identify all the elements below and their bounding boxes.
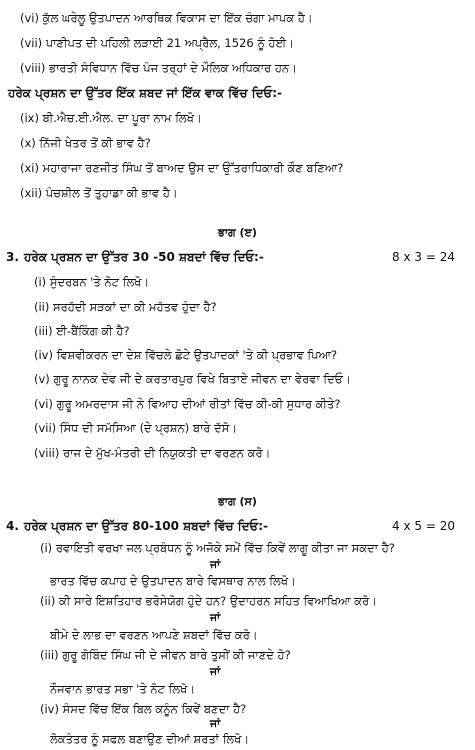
q4-alt-ii: ਬੀਮੇ ਦੇ ਲਾਭ ਦਾ ਵਰਣਨ ਆਪਣੇ ਸ਼ਬਦਾਂ ਵਿੱਚ ਕਰੋ। <box>50 628 258 642</box>
q3-item-vii: (vii) ਸਿੰਧ ਦੀ ਸਮੱਸਿਆ (ਦੇ ਪ੍ਰਸ਼ਨ) ਬਾਰੇ ਦੱਸੋ। <box>34 421 238 435</box>
q3-item-v: (v) ਗੁਰੂ ਨਾਨਕ ਦੇਵ ਜੀ ਦੇ ਕਰਤਾਰਪੁਰ ਵਿਖੇ ਬਿਤਾਏ ਜੀਵਨ ਦਾ ਵੇਰਵਾ ਦਿਓ। <box>34 372 351 386</box>
q4-alt-iii: ਨੌਜਵਾਨ ਭਾਰਤ ਸਭਾ 'ਤੇ ਨੋਟ ਲਿਖੋ। <box>50 682 196 696</box>
q4-alt-i: ਭਾਰਤ ਵਿੱਚ ਕਪਾਹ ਦੇ ਉਤਪਾਦਨ ਬਾਰੇ ਵਿਸਥਾਰ ਨਾਲ ਲਿਖੋ। <box>50 574 296 588</box>
one-word-heading: ਹਰੇਕ ਪ੍ਰਸ਼ਨ ਦਾ ਉੱਤਰ ਇੱਕ ਸ਼ਬਦ ਜਾਂ ਇੱਕ ਵਾਕ ਵਿੱਚ ਦਿਓ:- <box>8 86 282 100</box>
or-label: ਜਾਂ <box>210 717 221 730</box>
q3-item-ii: (ii) ਸਰਹੱਦੀ ਸੜਕਾਂ ਦਾ ਕੀ ਮਹੱਤਵ ਹੁੰਦਾ ਹੈ? <box>34 300 217 314</box>
item-ix: (ix) ਬੀ.ਐਚ.ਈ.ਐਲ. ਦਾ ਪੂਰਾ ਨਾਮ ਲਿਖੋ। <box>20 111 202 125</box>
q4-heading: ਹਰੇਕ ਪ੍ਰਸ਼ਨ ਦਾ ਉੱਤਰ 80-100 ਸ਼ਬਦਾਂ ਵਿੱਚ ਦਿਓ:- <box>24 519 268 533</box>
q3-item-iv: (iv) ਵਿਸ਼ਵੀਕਰਨ ਦਾ ਦੇਸ਼ ਵਿੱਚਲੇ ਛੋਟੇ ਉਤਪਾਦਕਾਂ 'ਤੇ ਕੀ ਪ੍ਰਭਾਵ ਪਿਆ? <box>34 348 338 362</box>
item-vi: (vi) ਕੁੱਲ ਘਰੇਲੂ ਉਤਪਾਦਨ ਆਰਥਿਕ ਵਿਕਾਸ ਦਾ ਇੱਕ ਚੰਗਾ ਮਾਪਕ ਹੈ। <box>20 11 313 25</box>
or-label: ਜਾਂ <box>210 611 221 624</box>
q4-item-ii: (ii) ਕੀ ਸਾਰੇ ਇਸ਼ਤਿਹਾਰ ਭਰੋਸੇਯੋਗ ਹੁੰਦੇ ਹਨ? ਉਦਾਹਰਨ ਸਹਿਤ ਵਿਆਖਿਆ ਕਰੋ। <box>40 594 377 608</box>
q4-number: 4. <box>6 519 19 533</box>
q3-item-viii: (viii) ਰਾਜ ਦੇ ਮੁੱਖ-ਮੰਤਰੀ ਦੀ ਨਿਯੁਕਤੀ ਦਾ ਵਰਣਨ ਕਰੋ। <box>34 446 271 460</box>
q3-item-iii: (iii) ਈ-ਬੈਂਕਿੰਗ ਕੀ ਹੈ? <box>34 324 130 338</box>
or-label: ਜਾਂ <box>210 665 221 678</box>
q3-heading: ਹਰੇਕ ਪ੍ਰਸ਼ਨ ਦਾ ਉੱਤਰ 30 -50 ਸ਼ਬਦਾਂ ਵਿੱਚ ਦਿਓ:- <box>24 250 264 264</box>
part-d-title: ਭਾਗ (ਸ) <box>218 495 257 508</box>
item-xi: (xi) ਮਹਾਰਾਜਾ ਰਣਜੀਤ ਸਿੰਘ ਤੋਂ ਬਾਅਦ ਉਸ ਦਾ ਉੱਤਰਾਧਿਕਾਰੀ ਕੌਣ ਬਣਿਆ? <box>20 161 344 175</box>
q4-alt-iv: ਲੋਕਤੰਤਰ ਨੂੰ ਸਫਲ ਬਣਾਉਣ ਦੀਆਂ ਸ਼ਰਤਾਂ ਲਿਖੋ। <box>50 732 250 746</box>
q4-item-i: (i) ਰਵਾਇਤੀ ਵਰਖਾ ਜਲ ਪ੍ਰਬੰਧਨ ਨੂੰ ਅਜੋਕੇ ਸਮੇਂ ਵਿੱਚ ਕਿਵੇਂ ਲਾਗੂ ਕੀਤਾ ਜਾ ਸਕਦਾ ਹੈ? <box>40 541 395 555</box>
or-label: ਜਾਂ <box>210 558 221 571</box>
item-x: (x) ਨਿੱਜੀ ਖੇਤਰ ਤੋਂ ਕੀ ਭਾਵ ਹੈ? <box>20 136 151 150</box>
q4-marks: 4 x 5 = 20 <box>392 519 455 533</box>
q3-item-i: (i) ਸੁੰਦਰਬਨ 'ਤੇ ਨੋਟ ਲਿਖੋ। <box>34 275 150 289</box>
part-c-title: ਭਾਗ (ੲ) <box>218 226 257 239</box>
q3-item-vi: (vi) ਗੁਰੂ ਅਮਰਦਾਸ ਜੀ ਨੇ ਵਿਆਹ ਦੀਆਂ ਰੀਤਾਂ ਵਿੱਚ ਕੀ-ਕੀ ਸੁਧਾਰ ਕੀਤੇ? <box>34 397 341 411</box>
item-vii: (vii) ਪਾਣੀਪਤ ਦੀ ਪਹਿਲੀ ਲੜਾਈ 21 ਅਪ੍ਰੈਲ, 1526 ਨੂੰ ਹੋਈ। <box>20 36 294 50</box>
q3-number: 3. <box>6 250 19 264</box>
item-viii: (viii) ਭਾਰਤੀ ਸੰਵਿਧਾਨ ਵਿੱਚ ਪੰਜ ਤਰ੍ਹਾਂ ਦੇ ਮੌਲਿਕ ਅਧਿਕਾਰ ਹਨ। <box>20 61 297 75</box>
q4-item-iii: (iii) ਗੁਰੂ ਗੋਬਿੰਦ ਸਿੰਘ ਜੀ ਦੇ ਜੀਵਨ ਬਾਰੇ ਤੁਸੀਂ ਕੀ ਜਾਣਦੇ ਹੋ? <box>40 648 291 662</box>
q3-marks: 8 x 3 = 24 <box>392 250 455 264</box>
q4-item-iv: (iv) ਸੰਸਦ ਵਿੱਚ ਇੱਕ ਬਿਲ ਕਨੂੰਨ ਕਿਵੇਂ ਬਣਦਾ ਹੈ? <box>40 702 247 716</box>
item-xii: (xii) ਪੰਚਸ਼ੀਲ ਤੋਂ ਤੁਹਾਡਾ ਕੀ ਭਾਵ ਹੈ। <box>20 186 178 200</box>
